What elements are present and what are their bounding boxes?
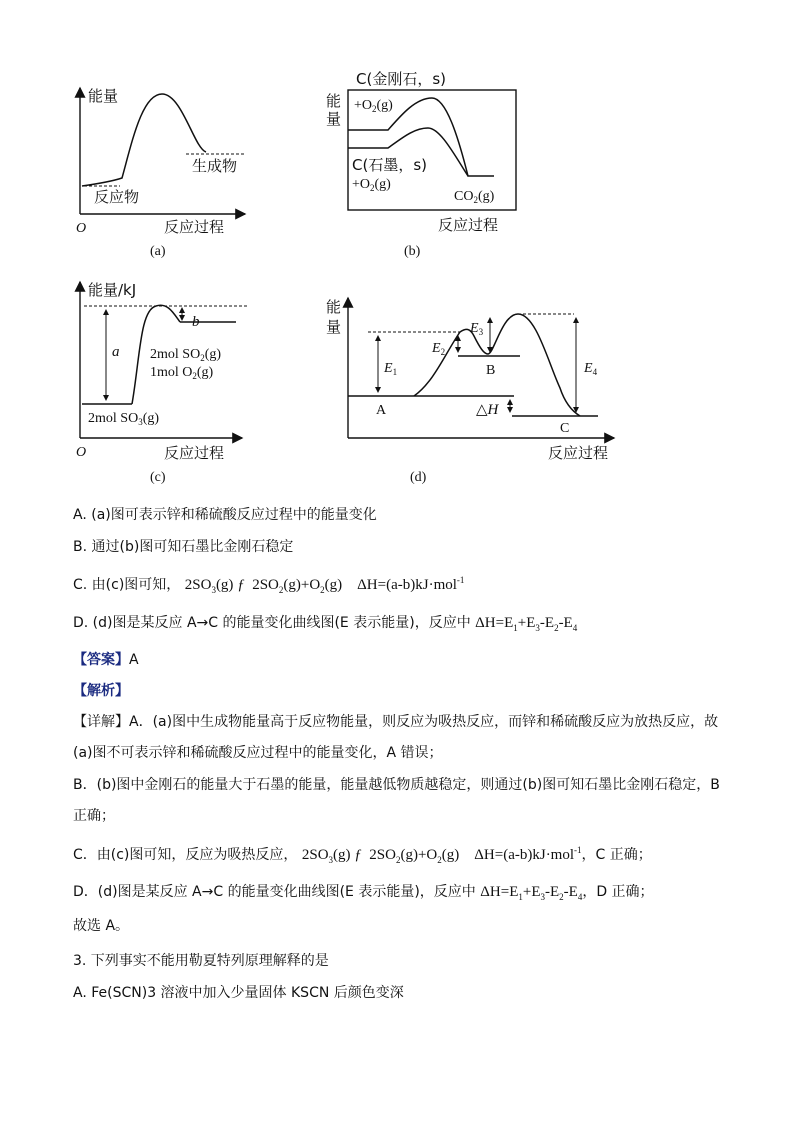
detail-p4 <box>73 882 654 907</box>
detail-p5: 故选 A。 <box>73 918 130 934</box>
E4-label: $E_4$ <box>584 361 598 377</box>
ylabel-1: 能 <box>326 92 342 110</box>
option-c-prefix: C. 由(c)图可知， <box>73 577 181 593</box>
E1-label: $E_1$ <box>384 361 398 377</box>
reactant-label: 反应物 <box>94 188 140 206</box>
detail-p3-suffix: ，C 正确； <box>581 847 652 863</box>
caption-a: (a) <box>150 244 166 259</box>
figure-b <box>322 66 522 238</box>
diamond-label: C(金刚石，s) <box>356 70 446 88</box>
product-label: 生成物 <box>192 157 238 175</box>
detail-tag: 【详解】 <box>73 714 129 730</box>
co2-label: $CO_2(g)$ <box>454 189 495 205</box>
o2-label: 1mol $O_2(g)$ <box>150 365 214 381</box>
detail-p1b: (a)图不可表示锌和稀硫酸反应过程中的能量变化，A 错误； <box>73 745 443 761</box>
A-label: A <box>376 403 387 418</box>
B-label: B <box>486 363 496 378</box>
C-label: C <box>560 421 570 436</box>
ylabel-2: 量 <box>326 318 342 336</box>
question3-option-a: A. Fe(SCN)3 溶液中加入少量固体 KSCN 后颜色变深 <box>73 985 404 1001</box>
detail-p3-equation: $2SO_3(g)$ ƒ $2SO_2(g)+O_2(g)$ ΔH=(a-b)kJ·mol$^{-1}$ <box>301 845 582 865</box>
energy-curve <box>82 94 206 186</box>
detail-p4-equation: $\Delta H=E_1+E_3-E_2-E_4$ <box>480 884 583 902</box>
energy-curve <box>414 314 580 416</box>
figure-d <box>322 292 622 464</box>
answer-tag: 【答案】 <box>73 652 129 668</box>
detail-p1 <box>73 712 718 732</box>
answer-line <box>73 650 139 670</box>
xlabel: 反应过程 <box>548 444 609 462</box>
ylabel-2: 量 <box>326 110 342 128</box>
a-label: a <box>112 344 120 360</box>
analysis-tag: 【解析】 <box>73 683 129 699</box>
detail-p3 <box>73 840 652 870</box>
caption-c: (c) <box>150 470 166 485</box>
option-c-equation: $2SO_3(g)$ ƒ $2SO_2(g)+O_2(g)$ ΔH=(a-b)kJ·mol$^{-1}$ <box>184 575 465 595</box>
caption-b: (b) <box>404 244 421 259</box>
option-d <box>73 613 577 638</box>
xlabel: 反应过程 <box>164 444 225 462</box>
detail-p1-text: A．(a)图中生成物能量高于反应物能量，则反应为吸热反应，而锌和稀硫酸反应为放热反应，故 <box>129 714 719 730</box>
xlabel: 反应过程 <box>164 218 225 236</box>
dH-label: △H <box>476 402 499 418</box>
ylabel: 能量/kJ <box>88 281 137 299</box>
detail-p2: B．(b)图中金刚石的能量大于石墨的能量，能量越低物质越稳定，则通过(b)图可知石墨比金刚石稳定，B <box>73 777 720 793</box>
answer-value: A <box>129 652 139 668</box>
detail-p3-prefix: C．由(c)图可知，反应为吸热反应， <box>73 847 298 863</box>
option-a: A. (a)图可表示锌和稀硫酸反应过程中的能量变化 <box>73 507 377 523</box>
detail-p2b: 正确； <box>73 808 115 824</box>
question3-stem: 3. 下列事实不能用勒夏特列原理解释的是 <box>73 953 329 969</box>
ylabel-1: 能 <box>326 298 342 316</box>
detail-p4-suffix: ，D 正确； <box>582 884 654 900</box>
option-d-prefix: D. (d)图是某反应 A→C 的能量变化曲线图(E 表示能量)，反应中 <box>73 615 471 631</box>
so3-label: 2mol $SO_3(g)$ <box>88 411 160 427</box>
caption-d: (d) <box>410 470 427 485</box>
option-b: B. 通过(b)图可知石墨比金刚石稳定 <box>73 539 294 555</box>
xlabel: 反应过程 <box>438 216 499 234</box>
o2-top-label: $+O_2(g)$ <box>354 98 393 114</box>
option-d-equation: $\Delta H=E_1+E_3-E_2-E_4$ <box>475 615 578 633</box>
ylabel: 能量 <box>88 87 119 105</box>
analysis-line <box>73 681 129 701</box>
E2-label: $E_2$ <box>432 341 446 357</box>
so2-label: 2mol $SO_2(g)$ <box>150 347 222 363</box>
E3-label: $E_3$ <box>470 321 484 337</box>
figure-c <box>70 278 260 464</box>
detail-p4-prefix: D．(d)图是某反应 A→C 的能量变化曲线图(E 表示能量)，反应中 <box>73 884 476 900</box>
origin-label: O <box>76 445 87 460</box>
graphite-label: C(石墨，s) <box>352 156 427 174</box>
option-c <box>73 570 464 600</box>
origin-label: O <box>76 221 87 236</box>
b-label: b <box>192 314 200 330</box>
o2-bottom-label: $+O_2(g)$ <box>352 177 391 193</box>
figure-a <box>70 82 260 242</box>
